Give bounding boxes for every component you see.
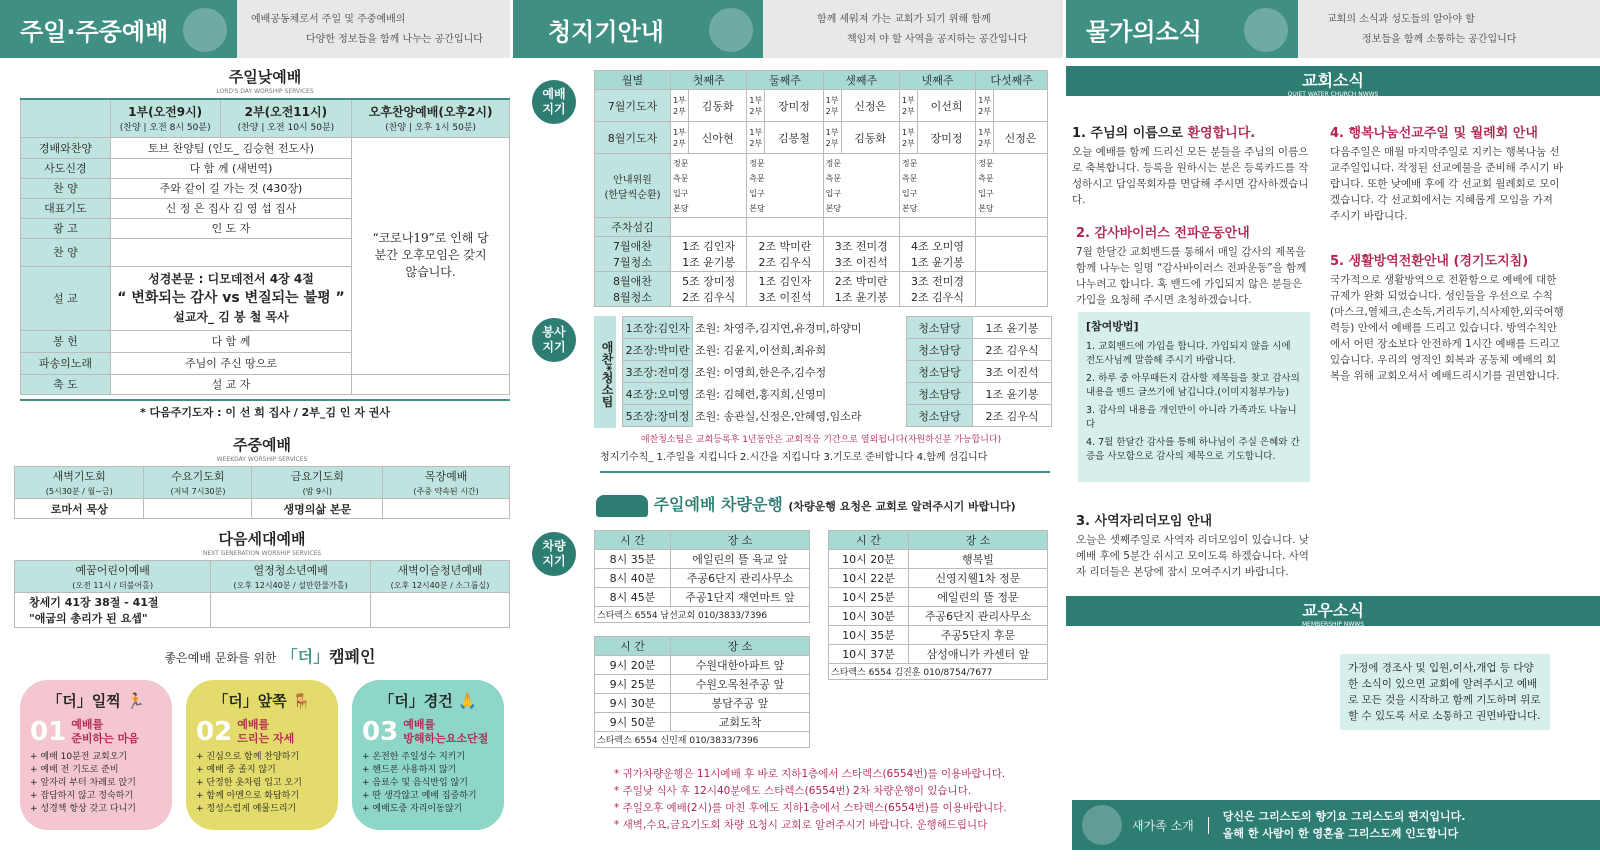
table-row: 시 간 장 소 bbox=[595, 531, 810, 550]
steward-rules: 청지기수칙_ 1.주일을 지킵니다 2.시간을 지킵니다 3.기도로 준비합니다 4.함께 섬깁니다 bbox=[600, 448, 1050, 473]
membership-text: 가정에 경조사 및 입원,이사,개업 등 다양한 소식이 있으면 교회에 알려주시고 예배로 모든 것을 시작하고 함께 기도하며 위로할 수 있도록 서로 소통하고 권면바랍니다. bbox=[1340, 654, 1550, 730]
table-row: 찬 양 bbox=[21, 238, 510, 266]
campaign-card-3: 「더」경건 🙏 03 예배를 방해하는요소단절 + 온전한 주일성수 지키기 + 핸드폰 사용하지 않기 + 음료수 및 음식반입 않기 + 딴 생각않고 예배 집중하기 + 예배도중 자리이동않기 bbox=[352, 680, 504, 830]
section-title: 주중예배 bbox=[233, 436, 291, 454]
table-row: 찬 양 주와 같이 길 가는 것 (430장) bbox=[21, 178, 510, 198]
sunday-table bbox=[20, 98, 510, 395]
header-title: 주일·주중예배 bbox=[0, 0, 237, 58]
table-row: 안내위원 (한달씩순환) 정문 측문 입구 본당 정문 측문 입구 본당 정문 측문 입구 본당 정문 측문 입구 본당 정문 측문 입구 본당 bbox=[595, 154, 1048, 218]
table-row: 10시 20분 행복빌 bbox=[829, 550, 1048, 569]
circle-worship: 예배 지기 bbox=[532, 80, 576, 124]
header-steward bbox=[513, 0, 1063, 58]
table-row: 3조장:전미경 조원: 이영희,한은주,김수정 청소담당 3조 이진석 bbox=[623, 361, 1052, 383]
table-row: 10시 37분 삼성애니카 카센터 앞 bbox=[829, 645, 1048, 664]
footer-banner: 새가족 소개 당신은 그리스도의 향기요 그리스도의 편지입니다. 올해 한 사람이 한 영혼을 그리스도께 인도합니다 bbox=[1072, 800, 1600, 850]
megaphone-icon bbox=[709, 8, 753, 52]
header-worship bbox=[0, 0, 510, 58]
header-title: 청지기안내 bbox=[513, 0, 763, 58]
table-row: 주차섬김 bbox=[595, 218, 1048, 237]
news-1: 1. 주님의 이름으로 환영합니다. 오늘 예배를 함께 드리신 모든 분들을 주님의 이름으로 축복합니다. 등록을 원하시는 분은 등록카드를 작성하시고 담임목회자를 면담해 주시면 감사하겠습니다. bbox=[1072, 126, 1309, 206]
table-row: 1부(오전9시) (찬양 | 오전 8시 50분) 2부(오전11시) (찬양 | 오전 10시 50분) 오후찬양예배(오후2시) (찬양 | 오후 1시 50분) bbox=[21, 99, 510, 137]
kneeling-person-icon: 🙏 bbox=[458, 692, 477, 710]
sunday-worship bbox=[20, 66, 510, 420]
sermon-row: 설 교 성경본문 : 디모데전서 4장 4절 “ 변화되는 감사 vs 변질되는 불평 ” 설교자_ 김 봉 철 목사 bbox=[21, 266, 510, 330]
table-row: 새벽기도회 (5시30분 / 월~금) 수요기도회 (저녁 7시30분) 금요기도회 (밤 9시) 목장예배 (주중 약속된 시간) bbox=[15, 467, 510, 499]
table-row: 9시 20분 수원대한아파트 앞 bbox=[595, 656, 810, 675]
campaign-list: + 예배 10분전 교회오기 + 예배 전 기도로 준비 + 앞자리 부터 차례로 앉기 + 잡담하지 않고 정숙하기 + 성경책 항상 갖고 다니기 bbox=[30, 752, 136, 814]
table-row: 월별 첫째주 둘째주 셋째주 넷째주 다섯째주 bbox=[595, 71, 1048, 90]
table-row: 예꿈어린이예배 (오전 11시 / 더불어홀) 열정청소년예배 (오후 12시40분 / 설만한물가홀) 새벽이슬청년예배 (오후 12시40분 / 소그룹실) bbox=[15, 561, 510, 593]
header-news bbox=[1066, 0, 1600, 58]
table-row: 사도신경 다 함 께 (새번역) bbox=[21, 158, 510, 178]
table-row: 8월애찬 8월청소 5조 장미정 2조 김우식 1조 김인자 3조 이진석 2조 박미란 1조 윤기봉 3조 전미경 2조 김우식 bbox=[595, 272, 1048, 307]
participation-box: [참여방법] 1. 교회밴드에 가입을 합니다. 가입되지 않을 시에 전도사님께 말씀해 주시기 바랍니다. 2. 하루 중 아무때든지 감사할 제목들을 찾고 감사의 내용을 밴드 글쓰기에 남깁니다.(이미지첨부가능) 3. 감사의 내용을 개인만이 아니라 가족과도 나눕니다 4. 7월 한달간 감사를 통해 하나님이 주실 은혜와 간증을 사모함으로 감사의 제목으로 기도합니다. bbox=[1078, 312, 1310, 482]
table-row: 10시 35분 주공5단지 후문 bbox=[829, 626, 1048, 645]
campaign-card-1: 「더」일찍 🏃 01 예배를 준비하는 마음 + 예배 10분전 교회오기 + 예배 전 기도로 준비 + 앞자리 부터 차례로 앉기 + 잡담하지 않고 정숙하기 + 성경책 항상 갖고 다니기 bbox=[20, 680, 172, 830]
table-row: 10시 30분 주공6단지 관리사무소 bbox=[829, 607, 1048, 626]
news-bar: 교회소식 QUIET WATER CHURCH NWWS bbox=[1066, 66, 1600, 96]
table-row: 8시 35분 에일린의 뜰 육교 앞 bbox=[595, 550, 810, 569]
sitting-person-icon: 🪑 bbox=[292, 692, 311, 710]
campaign-logo-icon: 「더」 bbox=[281, 647, 330, 666]
header-desc: 함께 세워져 가는 교회가 되기 위해 함께 책임져 야 할 사역을 공지하는 공간입니다 bbox=[763, 0, 1063, 58]
car-table-1 bbox=[594, 530, 810, 623]
table-row: 시 간 장 소 bbox=[829, 531, 1048, 550]
car-table-3 bbox=[828, 530, 1048, 680]
runner-icon: 🏃 bbox=[126, 692, 145, 710]
table-row: 2조장:박미란 조원: 김윤지,이선희,최유희 청소담당 2조 김우식 bbox=[623, 339, 1052, 361]
header-desc: 교회의 소식과 성도들의 알아야 할 정보들을 함께 소통하는 공간입니다 bbox=[1298, 0, 1600, 58]
campaign-list: + 진심으로 함께 찬양하기 + 예배 중 졸지 않기 + 단정한 옷차림 입고 오기 + 함께 아멘으로 화답하기 + 정성스럽게 예물드리기 bbox=[196, 752, 302, 814]
table-row: 창세기 41장 38절 - 41절 "애굽의 총리가 된 요셉" bbox=[15, 593, 510, 628]
team-label: 애찬*청소팀 bbox=[594, 316, 616, 428]
car-notes: * 귀가차량운행은 11시예배 후 바로 지하1층에서 스타렉스(6554번)를 이용바랍니다. * 주일낮 식사 후 12시40분에도 스타렉스(6554번) 2차 차량운행이 있습니다. * 주일오후 예배(2시)를 마친 후에도 지하1층에서 스타렉스(6554번)를 이용바랍니다. * 새벽,수요,금요기도회 차량 요청시 교회로 알려주시기 바랍니다. 운행해드립니다 bbox=[614, 768, 1007, 831]
hand-plant-icon bbox=[1244, 8, 1288, 52]
membership-bar: 교우소식 MEMBERSHIP NWWS bbox=[1066, 596, 1600, 626]
prayer-table bbox=[594, 70, 1048, 307]
weekday-table bbox=[14, 466, 510, 519]
table-row: 4조장:오미영 조원: 김혜련,홍지희,신영미 청소담당 1조 윤기봉 bbox=[623, 383, 1052, 405]
nextgen-table bbox=[14, 560, 510, 628]
table-row: 9시 50분 교회도착 bbox=[595, 713, 810, 732]
table-row: 8월기도자 1부 2부 신아현 1부 2부 김봉철 1부 2부 김동화 1부 2부 장미정 1부 2부 신정은 bbox=[595, 122, 1048, 154]
car-table-2 bbox=[594, 636, 810, 748]
table-row: 10시 25분 에일린의 뜰 정문 bbox=[829, 588, 1048, 607]
car-icon bbox=[596, 495, 648, 517]
next-prayer: * 다음주기도자 : 이 선 희 집사 / 2부_김 인 자 권사 bbox=[20, 399, 510, 420]
table-row: 대표기도 신 정 은 집사 김 영 섭 집사 bbox=[21, 198, 510, 218]
header-title: 물가의소식 bbox=[1066, 0, 1298, 58]
campaign-card-2: 「더」앞쪽 🪑 02 예배를 드리는 자세 + 진심으로 함께 찬양하기 + 예배 중 졸지 않기 + 단정한 옷차림 입고 오기 + 함께 아멘으로 화답하기 + 정성스럽게 예물드리기 bbox=[186, 680, 338, 830]
news-5: 5. 생활방역전환안내 (경기도지침) 국가적으로 생활방역으로 전환함으로 예배에 대한 규제가 완화 되었습니다. 성인들을 우선으로 수칙(마스크,열체크,손소독,거리두기,식사제한,외국여행력등) 안에서 예배를 드리고 있습니다. 방역수칙안에서 어떤 장소보다 안전하게 1시간 예배를 드리고 있습니다. 우리의 영적인 회복과 공동체 예배의 회복을 위해 교회오셔서 예배드리시기를 권면합니다. bbox=[1330, 254, 1564, 382]
table-row: 10시 22분 신영지웰1차 정문 bbox=[829, 569, 1048, 588]
table-row: 8시 40분 주공6단지 관리사무소 bbox=[595, 569, 810, 588]
table-row: 스타렉스 6554 김진훈 010/8754/7677 bbox=[829, 664, 1048, 680]
header-desc: 예배공동체로서 주일 및 주중예배의 다양한 정보들을 함께 나누는 공간입니다 bbox=[237, 0, 510, 58]
section-subtitle: NEXT GENERATION WORSHIP SERVICES bbox=[202, 550, 322, 557]
table-row: 스타렉스 6554 남선교회 010/3833/7396 bbox=[595, 607, 810, 623]
section-subtitle: WEEKDAY WORSHIP SERVICES bbox=[216, 456, 308, 463]
section-subtitle: LORD'S DAY WORSHIP SERVICES bbox=[216, 88, 314, 95]
table-row: 광 고 인 도 자 bbox=[21, 218, 510, 238]
section-title: 다음세대예배 bbox=[218, 530, 306, 548]
circle-service: 봉사 지기 bbox=[532, 318, 576, 362]
table-row: 경배와찬양 토브 찬양팀 (인도_ 김승현 전도사) “코로나19”로 인해 당분간 오후모임은 갖지 않습니다. bbox=[21, 137, 510, 158]
news-3: 3. 사역자리더모임 안내 오늘은 셋째주일로 사역자 리더모임이 있습니다. 낮예배 후에 5분간 쉬시고 모이도록 하겠습니다. 사역자 리더들은 본당에 잠시 모여주시기 바랍니다. bbox=[1076, 514, 1310, 578]
table-row: 5조장:장미정 조원: 송관실,신정은,안혜영,임소라 청소담당 2조 김우식 bbox=[623, 405, 1052, 427]
team-note: 애찬청소팀은 교회등록후 1년동안은 교회적응 기간으로 열외됩니다(자원하신분 가능합니다) bbox=[640, 435, 1002, 445]
bible-icon bbox=[183, 8, 227, 52]
table-row: 9시 25분 수원오목천주공 앞 bbox=[595, 675, 810, 694]
news-4: 4. 행복나눔선교주일 및 월례회 안내 다음주일은 매월 마지막주일로 지키는 행복나눔 선교주일입니다. 작정된 선교예물을 준비해 주시기 바랍니다. 또한 낮예배 후에 각 선교회 월례회로 모이겠습니다. 각 선교회에서는 지혜롭게 모임을 가져 주시기 바랍니다. bbox=[1330, 126, 1564, 222]
campaign-title: 좋은예배 문화를 위한 「더」캠페인 bbox=[164, 647, 376, 666]
circle-car: 차량 지기 bbox=[532, 532, 576, 576]
table-row: 7월기도자 1부 2부 김동화 1부 2부 장미정 1부 2부 신정은 1부 2부 이선희 1부 2부 bbox=[595, 90, 1048, 122]
table-row: 로마서 묵상 생명의삶 본문 bbox=[15, 499, 510, 519]
table-row: 파송의노래 주님이 주신 땅으로 bbox=[21, 352, 510, 374]
table-row: 9시 30분 봉담주공 앞 bbox=[595, 694, 810, 713]
car-header: 주일예배 차량운행 (차량운행 요청은 교회로 알려주시기 바랍니다) bbox=[596, 492, 1056, 517]
table-row: 시 간 장 소 bbox=[595, 637, 810, 656]
family-icon bbox=[1082, 805, 1122, 845]
weekday-worship bbox=[14, 434, 510, 519]
covid-note: “코로나19”로 인해 당분간 오후모임은 갖지 않습니다. bbox=[352, 137, 510, 374]
campaign-list: + 온전한 주일성수 지키기 + 핸드폰 사용하지 않기 + 음료수 및 음식반입 않기 + 딴 생각않고 예배 집중하기 + 예배도중 자리이동않기 bbox=[362, 752, 477, 814]
table-row: 축 도 설 교 자 bbox=[21, 374, 510, 394]
table-row: 7월애찬 7월청소 1조 김인자 1조 윤기봉 2조 박미란 2조 김우식 3조 전미경 3조 이진석 4조 오미영 1조 윤기봉 bbox=[595, 237, 1048, 272]
table-row: 봉 헌 다 함 께 bbox=[21, 330, 510, 352]
table-row: 8시 45분 주공1단지 재연마트 앞 bbox=[595, 588, 810, 607]
table-row: 스타렉스 6554 신민재 010/3833/7396 bbox=[595, 732, 810, 748]
table-row: 1조장:김인자 조원: 차영주,김지연,유경미,하양미 청소담당 1조 윤기봉 bbox=[623, 317, 1052, 339]
section-title: 주일낮예배 bbox=[228, 68, 302, 86]
team-table bbox=[622, 316, 1052, 427]
news-2: 2. 감사바이러스 전파운동안내 7월 한달간 교회밴드를 통해서 매일 감사의 제목을 함께 나누는 일명 “감사바이러스 전파운동”을 함께 나누려고 합니다. 혹 밴드에 가입되지 않은 분들은 가입을 요청해 주시면 초청하겠습니다. bbox=[1076, 226, 1307, 306]
nextgen-worship bbox=[14, 528, 510, 628]
